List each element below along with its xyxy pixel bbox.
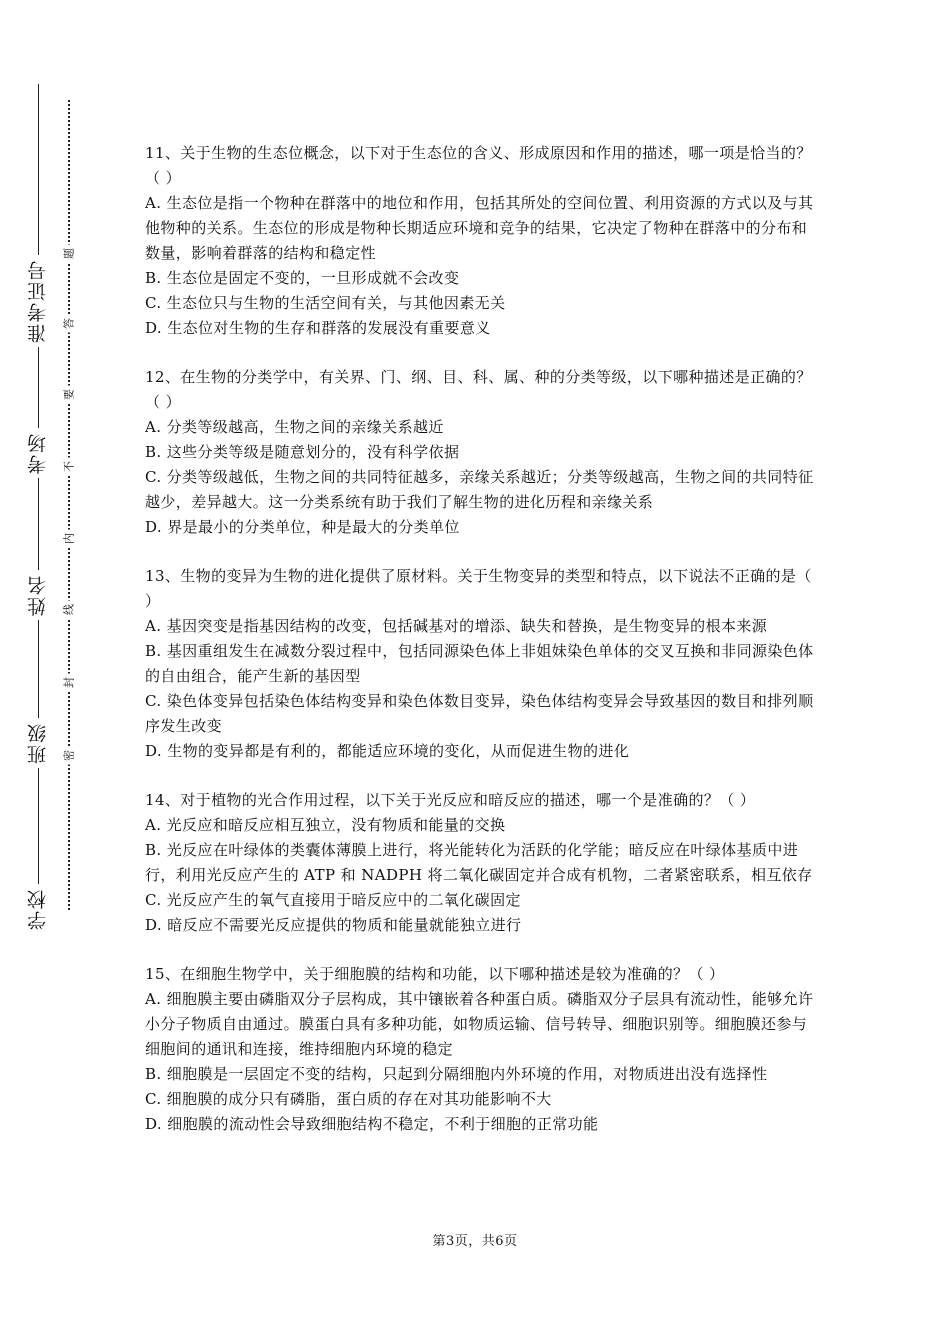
seal-char: 密 [63, 747, 76, 765]
question-stem: 14、对于植物的光合作用过程，以下关于光反应和暗反应的描述，哪一个是准确的？（ ） [145, 791, 756, 809]
seal-char: 答 [63, 315, 76, 333]
seal-char: 封 [63, 674, 76, 692]
question-15 [145, 962, 820, 1137]
option-c: C. 细胞膜的成分只有磷脂，蛋白质的存在对其功能影响不大 [145, 1090, 552, 1108]
option-b: B. 这些分类等级是随意划分的，没有科学依据 [145, 443, 460, 461]
seal-char: 内 [63, 530, 76, 548]
option-a: A. 分类等级越高，生物之间的亲缘关系越近 [145, 418, 444, 436]
option-a: A. 基因突变是指基因结构的改变，包括碱基对的增添、缺失和替换，是生物变异的根本来源 [145, 617, 768, 635]
seal-dotted-line [68, 100, 70, 910]
field-label-exam-number: 准考证号 [20, 255, 56, 347]
question-12 [145, 365, 820, 540]
binding-margin [0, 0, 95, 1344]
field-label-school: 学校 [20, 884, 56, 934]
option-c: C. 分类等级越低，生物之间的共同特征越多，亲缘关系越近；分类等级越高，生物之间的共同特征越少，差异越大。这一分类系统有助于我们了解生物的进化历程和亲缘关系 [145, 468, 814, 511]
option-c: C. 生态位只与生物的生活空间有关，与其他因素无关 [145, 294, 506, 312]
option-a: A. 光反应和暗反应相互独立，没有物质和能量的交换 [145, 816, 506, 834]
option-d: D. 生物的变异都是有利的，都能适应环境的变化，从而促进生物的进化 [145, 742, 630, 760]
seal-char: 线 [63, 601, 76, 619]
page-number-footer: 第3页，共6页 [432, 1234, 518, 1249]
field-label-name: 姓名 [20, 570, 56, 620]
option-a: A. 生态位是指一个物种在群落中的地位和作用，包括其所处的空间位置、利用资源的方式以及与其他物种的关系。生态位的形成是物种长期适应环境和竞争的结果，它决定了物种在群落中的分布和数量，影响着群落的结构和稳定性 [145, 194, 814, 262]
question-stem: 12、在生物的分类学中，有关界、门、纲、目、科、属、种的分类等级，以下哪种描述是正确的？（ ） [145, 368, 812, 411]
option-d: D. 界是最小的分类单位，种是最大的分类单位 [145, 518, 460, 536]
question-stem: 13、生物的变异为生物的进化提供了原材料。关于生物变异的类型和特点，以下说法不正确的是（ ） [145, 567, 812, 610]
option-b: B. 光反应在叶绿体的类囊体薄膜上进行，将光能转化为活跃的化学能；暗反应在叶绿体基质中进行，利用光反应产生的 ATP 和 NADPH 将二氧化碳固定并合成有机物，二者紧密联系，相互依存 [145, 841, 813, 884]
option-d: D. 生态位对生物的生存和群落的发展没有重要意义 [145, 319, 491, 337]
option-c: C. 光反应产生的氧气直接用于暗反应中的二氧化碳固定 [145, 891, 521, 909]
option-c: C. 染色体变异包括染色体结构变异和染色体数目变异，染色体结构变异会导致基因的数目和排列顺序发生改变 [145, 692, 814, 735]
seal-char: 要 [63, 386, 76, 404]
question-13 [145, 564, 820, 764]
question-stem: 15、在细胞生物学中，关于细胞膜的结构和功能，以下哪种描述是较为准确的？（ ） [145, 965, 725, 983]
option-b: B. 生态位是固定不变的，一旦形成就不会改变 [145, 269, 460, 287]
seal-char: 不 [63, 458, 76, 476]
option-d: D. 暗反应不需要光反应提供的物质和能量就能独立进行 [145, 916, 522, 934]
option-b: B. 细胞膜是一层固定不变的结构，只起到分隔细胞内外环境的作用，对物质进出没有选择性 [145, 1065, 768, 1083]
seal-char: 题 [63, 245, 76, 263]
option-b: B. 基因重组发生在减数分裂过程中，包括同源染色体上非姐妹染色单体的交叉互换和非同源染色体的自由组合，能产生新的基因型 [145, 642, 814, 685]
option-d: D. 细胞膜的流动性会导致细胞结构不稳定，不利于细胞的正常功能 [145, 1115, 599, 1133]
question-14 [145, 788, 820, 938]
binding-solid-line [38, 84, 39, 932]
question-stem: 11、关于生物的生态位概念，以下对于生态位的含义、形成原因和作用的描述，哪一项是恰当的？（ ） [145, 144, 812, 187]
question-11 [145, 141, 820, 341]
option-a: A. 细胞膜主要由磷脂双分子层构成，其中镶嵌着各种蛋白质。磷脂双分子层具有流动性，能够允许小分子物质自由通过。膜蛋白具有多种功能，如物质运输、信号转导、细胞识别等。细胞膜还参与细胞间的通讯和连接，维持细胞内环境的稳定 [145, 990, 814, 1058]
question-list [145, 141, 820, 1161]
field-label-exam-room: 考场 [20, 428, 56, 478]
field-label-class: 班级 [20, 718, 56, 768]
